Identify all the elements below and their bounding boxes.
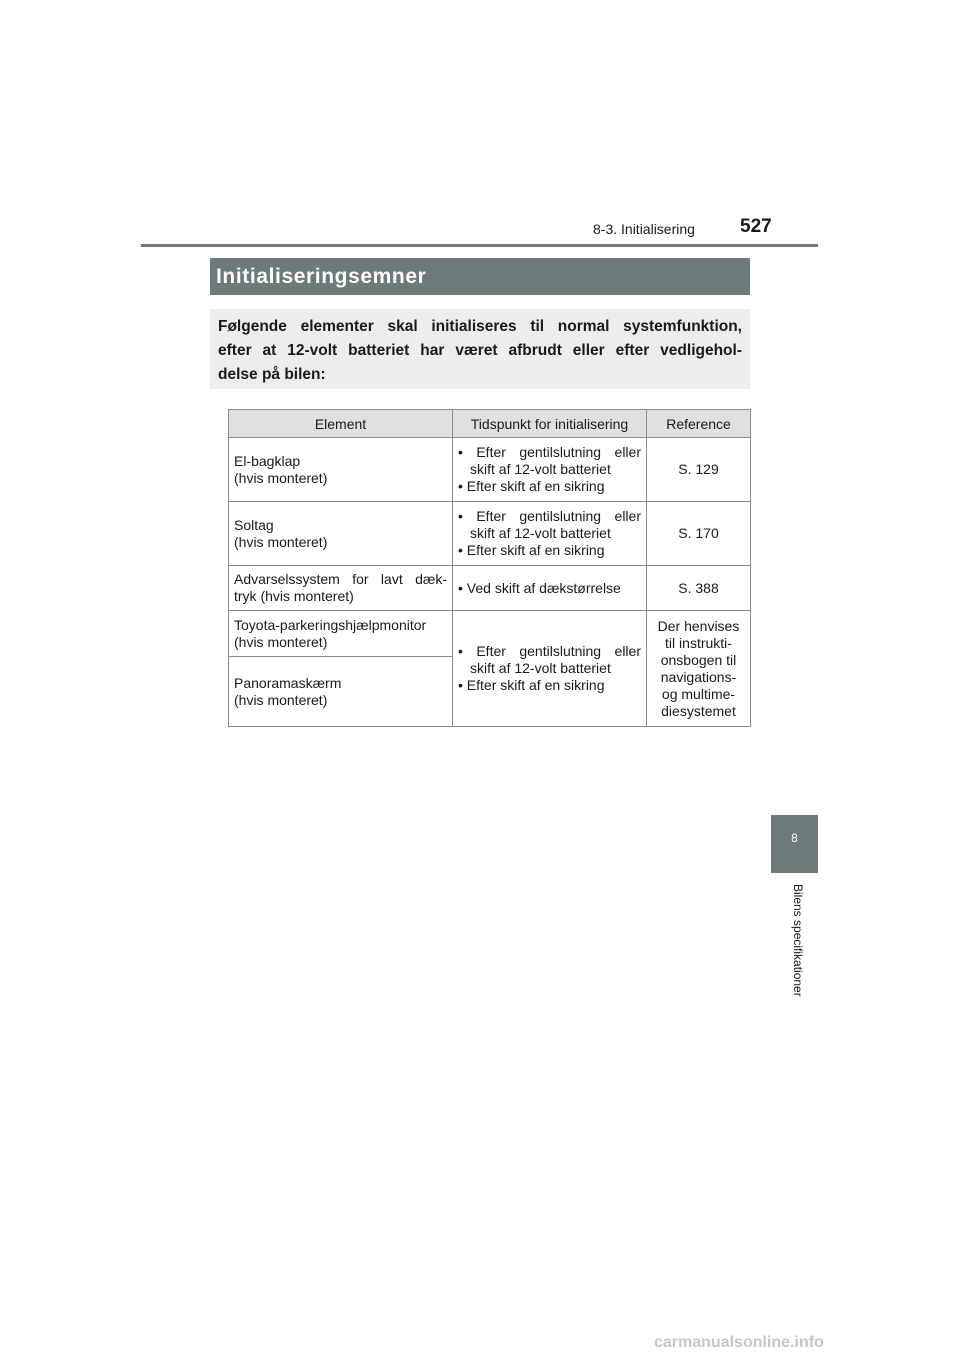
element-note: (hvis monteret) bbox=[234, 691, 328, 708]
header-divider bbox=[141, 244, 818, 247]
intro-line: efter at 12-volt batteriet har været afbrudt eller efter vedligehol- bbox=[218, 342, 742, 359]
timing-cell bbox=[453, 566, 647, 611]
chapter-number: 8 bbox=[791, 831, 798, 845]
reference-line: og multime- bbox=[661, 685, 736, 702]
timing-bullet-continuation: skift af 12-volt batteriet bbox=[470, 660, 611, 676]
table-row bbox=[229, 566, 751, 611]
table-row bbox=[229, 502, 751, 566]
element-name: Soltag bbox=[234, 516, 274, 533]
reference-line: onsbogen til bbox=[660, 651, 737, 668]
table-header-row bbox=[229, 410, 751, 438]
reference-cell bbox=[647, 502, 751, 566]
timing-cell bbox=[453, 502, 647, 566]
timing-bullet: • Efter skift af en sikring bbox=[458, 478, 605, 494]
element-cell bbox=[229, 566, 453, 611]
column-header-timing: Tidspunkt for initialisering bbox=[453, 410, 647, 438]
element-cell bbox=[229, 502, 453, 566]
chapter-label: Bilens specifikationer bbox=[791, 884, 805, 997]
timing-bullet: • Efter skift af en sikring bbox=[458, 542, 605, 558]
intro-box bbox=[210, 309, 750, 389]
watermark: carmanualsonline.info bbox=[654, 1334, 824, 1351]
timing-bullet-continuation: skift af 12-volt batteriet bbox=[470, 525, 611, 541]
element-cell bbox=[229, 657, 453, 727]
reference-cell bbox=[647, 566, 751, 611]
reference-line: diesystemet bbox=[661, 702, 736, 719]
page-reference: S. 170 bbox=[678, 525, 719, 541]
element-name: El-bagklap bbox=[234, 452, 301, 469]
element-note: (hvis monteret) bbox=[234, 533, 328, 550]
element-name: Panoramaskærm bbox=[234, 674, 342, 691]
page-number: 527 bbox=[740, 216, 772, 237]
section-title: 8-3. Initialisering bbox=[593, 221, 695, 237]
table-row bbox=[229, 611, 751, 657]
reference-line: til instrukti- bbox=[665, 634, 732, 651]
chapter-tab bbox=[771, 815, 818, 873]
element-cell bbox=[229, 438, 453, 502]
element-note: (hvis monteret) bbox=[234, 633, 328, 650]
timing-bullet: • Efter gentilslutning eller bbox=[458, 508, 641, 524]
column-header-reference: Reference bbox=[647, 410, 751, 438]
timing-bullet: • Ved skift af dækstørrelse bbox=[458, 579, 621, 596]
reference-cell bbox=[647, 611, 751, 727]
element-cell bbox=[229, 611, 453, 657]
intro-line: delse på bilen: bbox=[218, 366, 326, 383]
element-note: (hvis monteret) bbox=[234, 469, 328, 486]
initialization-table bbox=[228, 409, 751, 727]
intro-line: Følgende elementer skal initialiseres til normal systemfunktion, bbox=[218, 318, 742, 335]
timing-cell bbox=[453, 438, 647, 502]
page-reference: S. 129 bbox=[678, 461, 719, 477]
timing-bullet: • Efter gentilslutning eller bbox=[458, 643, 641, 659]
table-row bbox=[229, 438, 751, 502]
reference-cell bbox=[647, 438, 751, 502]
timing-cell bbox=[453, 611, 647, 727]
column-header-element: Element bbox=[229, 410, 453, 438]
page-reference: S. 388 bbox=[678, 579, 719, 596]
section-heading: Initialiseringsemner bbox=[210, 258, 750, 295]
reference-line: navigations- bbox=[660, 668, 737, 685]
timing-bullet: • Efter gentilslutning eller bbox=[458, 444, 641, 460]
element-name: Advarselssystem for lavt dæk- bbox=[234, 571, 447, 587]
timing-bullet: • Efter skift af en sikring bbox=[458, 677, 605, 693]
element-name: Toyota-parkeringshjælpmonitor bbox=[234, 616, 427, 633]
timing-bullet-continuation: skift af 12-volt batteriet bbox=[470, 461, 611, 477]
reference-line: Der henvises bbox=[657, 617, 740, 634]
element-note: tryk (hvis monteret) bbox=[234, 588, 354, 604]
